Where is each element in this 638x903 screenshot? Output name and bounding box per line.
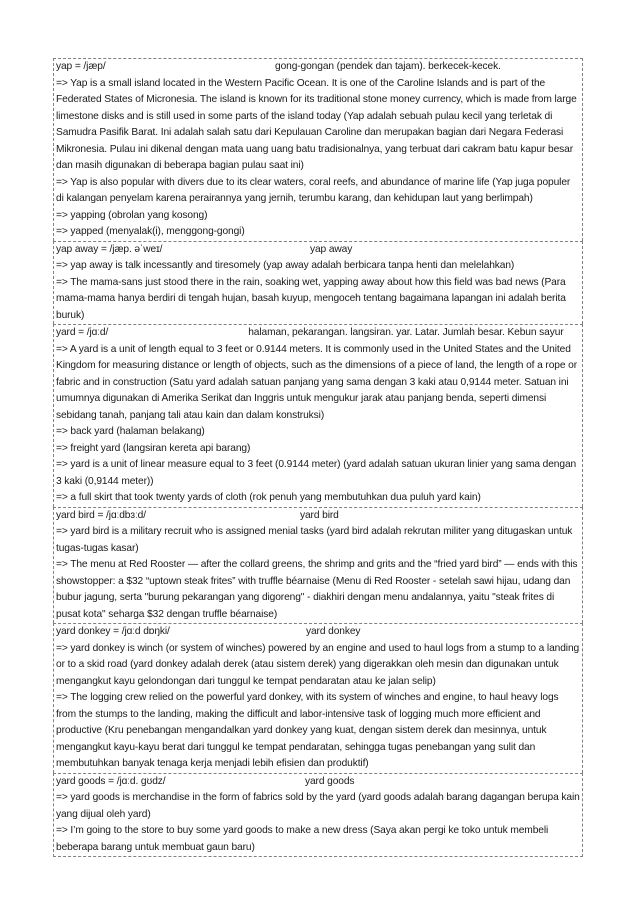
entry-line: => yapping (obrolan yang kosong): [56, 209, 208, 221]
entry-line: => yapped (menyalak(i), menggong-gongi): [56, 226, 245, 237]
entry-gloss: halaman, pekarangan. langsiran. yar. Latar. Jumlah besar. Kebun sayur: [248, 327, 564, 338]
entry-gloss: yard bird: [300, 509, 339, 521]
entry-line: => back yard (halaman belakang): [56, 426, 205, 437]
entry-head: [56, 774, 580, 791]
entry-term: yap away = /jæp. əˈweɪ/: [56, 243, 163, 255]
entry-yard: [53, 324, 583, 507]
entry-term: yard bird = /jɑːdbɜːd/: [56, 509, 146, 521]
entry-line: => yard goods is merchandise in the form of fabrics sold by the yard (yard goods adalah barang dagangan berupa kain yang dijual oleh yard): [56, 792, 580, 820]
entry-line: => Yap is a small island located in the Western Pacific Ocean. It is one of the Caroline Islands and is part of the Federated States of Micronesia. The island is known for its traditional stone money currency, which is made from large limestone disks and is still used in some parts of the island today (Yap adalah sebuah pulau kecil yang terletak di Samudra Pasifik Barat. Ini adalah salah satu dari Kepulauan Caroline dan merupakan bagian dari Negara Federasi Mikronesia. Pulau ini dikenal dengan mata uang uang batu tradisionalnya, yang terbuat dari cakram batu kapur besar dan masih digunakan di beberapa bagian pulau saat ini): [56, 77, 577, 171]
entry-line: => a full skirt that took twenty yards of cloth (rok penuh yang membutuhkan dua puluh yard kain): [56, 492, 481, 503]
entry-head: [56, 508, 580, 525]
entry-line: => I’m going to the store to buy some yard goods to make a new dress (Saya akan pergi ke toko untuk membeli beberapa barang untuk membuat gaun baru): [56, 825, 549, 853]
entry-line: => A yard is a unit of length equal to 3 feet or 0.9144 meters. It is commonly used in the United States and the United Kingdom for measuring distance or length of objects, such as the dimensions of a piece of land, the length of a rope or fabric and in construction (Satu yard adalah satuan panjang yang sama dengan 3 kaki atau 0,9144 meter. Satuan ini umumnya digunakan di Amerika Serikat dan Inggris untuk mengukur jarak atau panjang benda, seperti dimensi sebidang tanah, panjang tali atau kain dan dalam konstruksi): [56, 343, 577, 421]
entry-head: [56, 325, 580, 342]
entry-yap-away: [53, 241, 583, 325]
entry-line: => Yap is also popular with divers due to its clear waters, coral reefs, and abundance of marine life (Yap juga populer di kalangan penyelam karena perairannya yang jernih, terumbu karang, dan kehidupan laut yang berlimpah): [56, 176, 571, 204]
entry-yard-bird: [53, 507, 583, 624]
vocabulary-document: [53, 58, 583, 857]
entry-term: yard = /jɑːd/: [56, 327, 109, 338]
entry-line: => yard is a unit of linear measure equal to 3 feet (0.9144 meter) (yard adalah satuan ukuran linier yang sama dengan 3 kaki (0,9144 meter)): [56, 459, 577, 487]
entry-gloss: yard donkey: [306, 626, 361, 637]
entry-line: => The mama-sans just stood there in the rain, soaking wet, yapping away about how this field was bad news (Para mama-mama hanya berdiri di tengah hujan, basah kuyup, mengoceh tentang bagaimana lapangan ini adalah berita buruk): [56, 276, 566, 321]
entry-head: [56, 242, 580, 259]
entry-line: => The menu at Red Rooster — after the collard greens, the shrimp and grits and the “fried yard bird” — ends with this showstopper: a $32 “uptown steak frites” with truffle béarnaise (Menu di Red Rooster - setelah sawi hijau, udang dan bubur jagung, serta "burung pekarangan yang digoreng" - diakhiri dengan menu andalannya, yaitu "steak frites di pusat kota" seharga $32 dengan truffle béarnaise): [56, 559, 578, 620]
entry-yap: [53, 58, 583, 241]
entry-gloss: gong-gongan (pendek dan tajam). berkecek-kecek.: [275, 61, 501, 72]
entry-gloss: yard goods: [305, 775, 355, 787]
entry-head: [56, 624, 580, 641]
entry-line: => freight yard (langsiran kereta api barang): [56, 442, 251, 454]
entry-head: [56, 59, 580, 76]
entry-line: => yap away is talk incessantly and tiresomely (yap away adalah berbicara tanpa henti dan melelahkan): [56, 260, 515, 271]
entry-term: yard goods = /jɑːd. ɡʊdz/: [56, 775, 166, 787]
entry-yard-donkey: [53, 623, 583, 773]
entry-yard-goods: [53, 773, 583, 858]
entry-gloss: yap away: [310, 243, 353, 255]
entry-line: => The logging crew relied on the powerful yard donkey, with its system of winches and engine, to haul heavy logs from the stumps to the landing, making the difficult and labor-intensive task of logging much more efficient and productive (Kru penebangan mengandalkan yard donkey yang kuat, dengan sistem derek dan mesinnya, untuk mengangkut kayu-kayu berat dari tunggul ke tempat pendaratan, sehingga tugas penebangan yang sulit dan membutuhkan banyak tenaga kerja menjadi lebih efisien dan produktif): [56, 692, 559, 769]
entry-term: yap = /jæp/: [56, 61, 106, 72]
entry-line: => yard donkey is winch (or system of winches) powered by an engine and used to haul logs from a stump to a landing or to a skid road (yard donkey adalah derek (atau sistem derek) yang digerakkan oleh mesin dan digunakan untuk mengangkut kayu gelondongan dari tunggul ke tempat pendaratan atau ke jalan selip): [56, 642, 580, 687]
entry-line: => yard bird is a military recruit who is assigned menial tasks (yard bird adalah rekrutan militer yang ditugaskan untuk tugas-tugas kasar): [56, 526, 573, 554]
entry-term: yard donkey = /jɑːd dɒŋki/: [56, 626, 170, 637]
